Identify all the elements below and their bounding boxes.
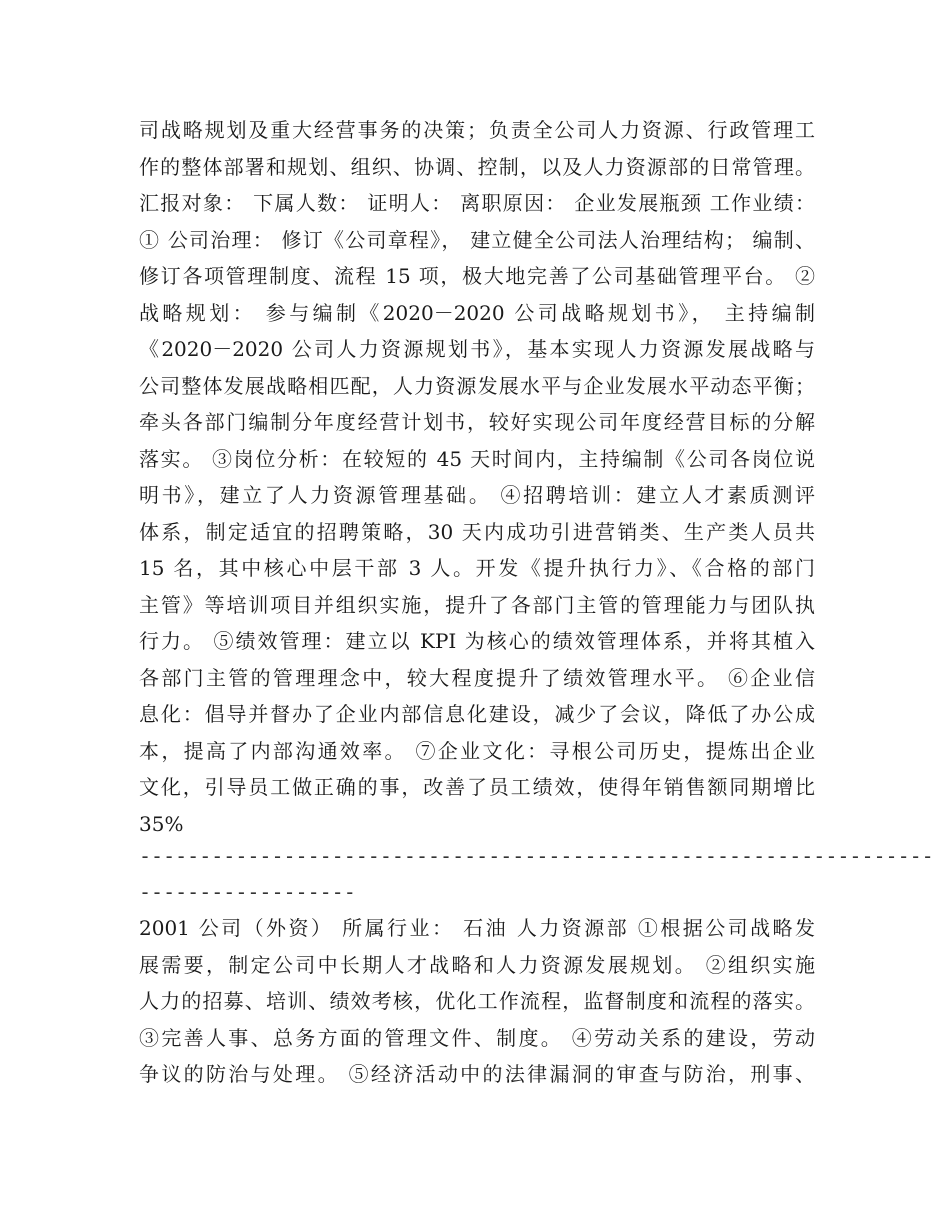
text-line: 作的整体部署和规划、组织、协调、控制，以及人力资源部的日常管理。 (139, 154, 815, 179)
text-line: 修订各项管理制度、流程 15 项，极大地完善了公司基础管理平台。 ② (139, 264, 815, 288)
text-line: 息化：倡导并督办了企业内部信息化建设，减少了会议，降低了办公成 (139, 702, 815, 726)
text-line: ③完善人事、总务方面的管理文件、制度。 ④劳动关系的建设，劳动 (139, 1025, 815, 1050)
text-line: 人力的招募、培训、绩效考核，优化工作流程，监督制度和流程的落实。 (139, 989, 815, 1013)
text-line: ① 公司治理： 修订《公司章程》， 建立健全公司法人治理结构； 编制、 (139, 227, 815, 252)
text-line: 15 名，其中核心中层干部 3 人。开发《提升执行力》、《合格的部门 (139, 556, 815, 580)
text-line: 体系，制定适宜的招聘策略，30 天内成功引进营销类、生产类人员共 (139, 519, 815, 544)
text-line: 司战略规划及重大经营事务的决策；负责全公司人力资源、行政管理工 (139, 118, 815, 142)
text-line: 2001 公司（外资） 所属行业： 石油 人力资源部 ①根据公司战略发 (139, 916, 815, 940)
dashed-separator (139, 838, 934, 910)
text-line: 明书》，建立了人力资源管理基础。 ④招聘培训：建立人才素质测评 (139, 483, 815, 507)
text-line: 35% (139, 811, 184, 836)
separator-line: ------------------------------------------------------------------ (139, 844, 934, 868)
text-line: 落实。 ③岗位分析：在较短的 45 天时间内，主持编制《公司各岗位说 (139, 446, 815, 471)
text-line: 《2020－2020 公司人力资源规划书》，基本实现人力资源发展战略与 (139, 337, 815, 361)
text-line: 展需要，制定公司中长期人才战略和人力资源发展规划。 ②组织实施 (139, 952, 815, 977)
text-line: 汇报对象： 下属人数： 证明人： 离职原因： 企业发展瓶颈 工作业绩： (139, 191, 815, 215)
text-line: 行力。 ⑤绩效管理：建立以 KPI 为核心的绩效管理体系，并将其植入 (139, 629, 815, 653)
text-line: 文化，引导员工做正确的事，改善了员工绩效，使得年销售额同期增比 (139, 775, 815, 799)
text-line: 牵头各部门编制分年度经营计划书，较好实现公司年度经营目标的分解 (139, 410, 815, 434)
text-line: 公司整体发展战略相匹配，人力资源发展水平与企业发展水平动态平衡； (139, 373, 815, 398)
separator-line: ------------------ (139, 880, 356, 904)
work-history-paragraph-1 (139, 112, 815, 842)
text-line: 本，提高了内部沟通效率。 ⑦企业文化：寻根公司历史，提炼出企业 (139, 738, 815, 763)
work-history-paragraph-2 (139, 910, 815, 1093)
text-line: 战略规划： 参与编制《2020－2020 公司战略规划书》， 主持编制 (139, 300, 815, 325)
text-line: 争议的防治与处理。 ⑤经济活动中的法律漏洞的审查与防治，刑事、 (139, 1062, 815, 1086)
text-line: 主管》等培训项目并组织实施，提升了各部门主管的管理能力与团队执 (139, 592, 815, 617)
text-line: 各部门主管的管理理念中，较大程度提升了绩效管理水平。 ⑥企业信 (139, 665, 815, 690)
